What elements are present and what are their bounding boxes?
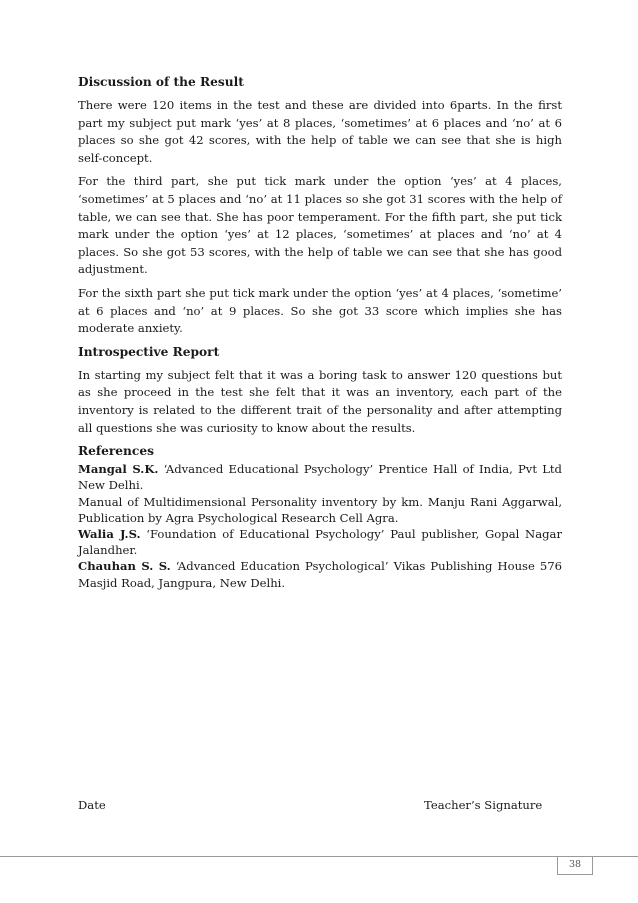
reference-item [78,494,562,526]
introspective-heading: Introspective Report [78,344,220,359]
introspective-paragraph: In starting my subject felt that it was a boring task to answer 120 questions but as she proceed in the test she felt that it was an inventory, each part of the inventory is related to the different trait of the personality and after attempting all questions she was curiosity to know about the results. [78,367,562,435]
date-label: Date [78,798,106,812]
reference-text: ‘Foundation of Educational Psychology’ Paul publisher, Gopal Nagar Jalandher. [78,526,562,558]
reference-text: ‘Advanced Education Psychological’ Vikas Publishing House 576 Masjid Road, Jangpura, New Delhi. [78,559,562,590]
references-heading: References [78,444,154,459]
references-list [78,461,562,591]
discussion-heading: Discussion of the Result [78,75,244,89]
discussion-paragraph-3: For the sixth part she put tick mark under the option ‘yes’ at 4 places, ‘sometime’ at 6 places and ‘no’ at 9 places. So she got 33 score which implies she has moderate anxiety. [78,285,562,336]
discussion-paragraph-2: For the third part, she put tick mark under the option ‘yes’ at 4 places, ‘sometimes’ at 5 places and ‘no’ at 11 places so she got 31 scores with the help of table, we can see that. She has poor temperament. For the fifth part, she put tick mark under the option ‘yes’ at 12 places, ‘sometimes’ at places and ‘no’ at 4 places. So she got 53 scores, with the help of table we can see that she has good adjustment. [78,174,562,277]
teacher-signature-label: Teacher’s Signature [424,798,543,812]
reference-author: Chauhan S. S. [78,559,171,574]
reference-author: Walia J.S. [78,526,141,541]
reference-item [78,558,562,590]
reference-text: Manual of Multidimensional Personality inventory by km. Manju Rani Aggarwal, Publication by Agra Psychological Research Cell Agra. [78,494,562,525]
page-number: 38 [557,856,593,875]
reference-text: ‘Advanced Educational Psychology’ Prentice Hall of India, Pvt Ltd New Delhi. [78,462,562,493]
reference-item [78,526,562,558]
document-body [78,74,562,591]
discussion-paragraph-1: There were 120 items in the test and these are divided into 6parts. In the first part my subject put mark ‘yes’ at 8 places, ‘sometimes’ at 6 places and ‘no’ at 6 places so she got 42 scores, with the help of table we can see that she is high self-concept. [78,98,562,165]
reference-item [78,461,562,493]
footer-divider [0,856,638,857]
reference-author: Mangal S.K. [78,462,159,477]
